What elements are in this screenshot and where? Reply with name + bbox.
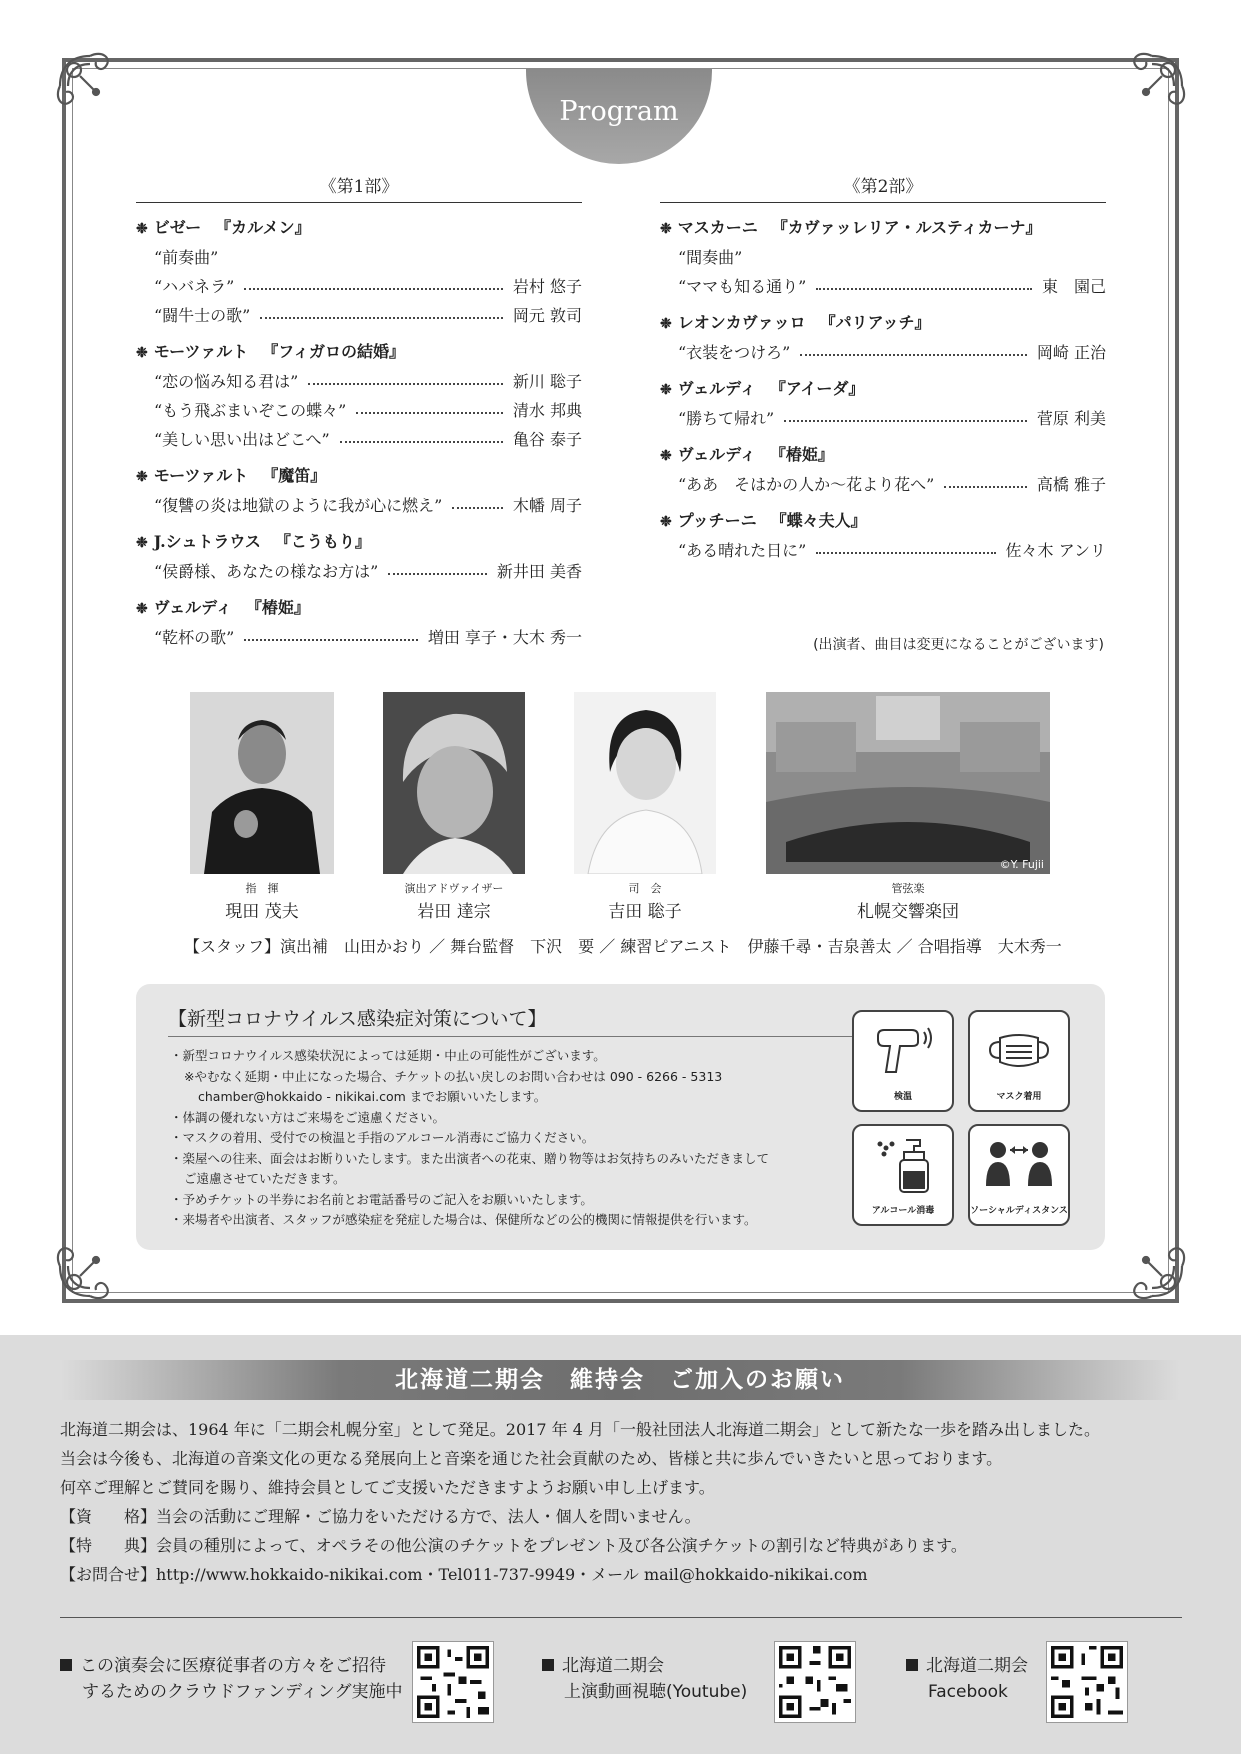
program-work: ❉ レオンカヴァッロ 『パリアッチ』 [660, 313, 931, 332]
sanitizer-icon [870, 1136, 936, 1194]
photo-credit: ©Y. Fujii [999, 858, 1044, 871]
social-distance-card: ソーシャルディスタンス [968, 1124, 1070, 1226]
program-aria: “前奏曲” [154, 248, 219, 267]
program-work: ❉ ヴェルディ 『アイーダ』 [660, 379, 865, 398]
program-aria: “ある晴れた日に” 佐々木 アンリ [678, 541, 1106, 560]
footer-rule [60, 1617, 1182, 1618]
program-aria: “復讐の炎は地獄のように我が心に燃え” 木幡 周子 [154, 496, 582, 515]
part1-heading: 《第1部》 [319, 177, 399, 197]
caption-orchestra: 管弦楽 札幌交響楽団 [857, 882, 959, 922]
ornament-corner-icon [50, 1224, 132, 1306]
program-work: ❉ J.シュトラウス 『こうもり』 [136, 532, 371, 551]
membership-banner: 北海道二期会 維持会 ご加入のお願い [60, 1360, 1180, 1400]
program-aria: “ハバネラ” 岩村 悠子 [154, 277, 582, 296]
staff-list: 【スタッフ】演出補 山田かおり ／ 舞台監督 下沢 要 ／ 練習ピアニスト 伊藤千尋・吉泉善太 ／ 合唱指導 大木秀一 [184, 937, 1062, 956]
membership-text: 北海道二期会は、1964 年に「二期会札幌分室」として発足。2017 年 4 月「一般社団法人北海道二期会」として新たな一歩を踏み出しました。 当会は今後も、北海道の音楽文化の更なる発展向上と音楽を通じた社会貢献のため、皆様と共に歩んでいきたいと思っております。 何卒ご理解とご賛同を賜り、維持会員としてご支援いただきますようお願い申し上げます。 【資 格】当会の活動にご理解・ご協力をいただける方で、法人・個人を問いません。 【特 典】会員の種別によって、オペラその他公演のチケットをプレゼント及び各公演チケットの割引など特典があります。 【お問合せ】http://www.hokkaido-nikikai.com・Tel011-737-9949・メール mail@hokkaido-nikikai.com [60, 1420, 1100, 1584]
membership-section [0, 1335, 1241, 1754]
alcohol-sanitizer-card: アルコール消毒 [852, 1124, 954, 1226]
crowdfunding-qr-code[interactable] [412, 1641, 494, 1723]
ornament-corner-icon [1110, 46, 1192, 128]
program-aria: “侯爵様、あなたの様なお方は” 新井田 美香 [154, 562, 582, 581]
program-aria: “ああ そはかの人か〜花より花へ” 高橋 雅子 [678, 475, 1106, 494]
covid-title-rule [168, 1036, 862, 1037]
crowdfunding-info: この演奏会に医療従事者の方々をご招待 するためのクラウドファンディング実施中 [60, 1653, 402, 1705]
program-aria: “ママも知る通り” 東 園己 [678, 277, 1106, 296]
facebook-info: 北海道二期会 Facebook [906, 1653, 1028, 1705]
program-work: ❉ モーツァルト 『フィガロの結婚』 [136, 342, 406, 361]
distance-icon [986, 1136, 1052, 1194]
mask-card: マスク着用 [968, 1010, 1070, 1112]
program-aria: “恋の悩み知る君は” 新川 聡子 [154, 372, 582, 391]
program-work: ❉ ヴェルディ 『椿姫』 [660, 445, 834, 464]
ornament-corner-icon [50, 46, 132, 128]
program-aria: “乾杯の歌” 増田 享子・大木 秀一 [154, 628, 582, 647]
ornament-corner-icon [1110, 1224, 1192, 1306]
youtube-info: 北海道二期会 上演動画視聴(Youtube) [542, 1653, 747, 1705]
program-aria: “美しい思い出はどこへ” 亀谷 泰子 [154, 430, 582, 449]
program-aria: “もう飛ぶまいぞこの蝶々” 清水 邦典 [154, 401, 582, 420]
part2-heading: 《第2部》 [843, 177, 923, 197]
program-aria: “闘牛士の歌” 岡元 敦司 [154, 306, 582, 325]
program-work: ❉ モーツァルト 『魔笛』 [136, 466, 327, 485]
caption-emcee: 司 会 吉田 聡子 [608, 882, 682, 922]
orchestra-photo [766, 692, 1050, 874]
part1-program [136, 212, 582, 652]
caption-director-advisor: 演出アドヴァイザー 岩田 達宗 [404, 882, 504, 922]
emcee-photo [574, 692, 716, 874]
part2-program [660, 212, 1106, 565]
facebook-qr-code[interactable] [1046, 1641, 1128, 1723]
program-work: ❉ ビゼー 『カルメン』 [136, 218, 311, 237]
part1-rule [136, 202, 582, 203]
part2-rule [660, 202, 1106, 203]
program-work: ❉ ヴェルディ 『椿姫』 [136, 598, 310, 617]
program-work: ❉ マスカーニ 『カヴァッレリア・ルスティカーナ』 [660, 218, 1042, 237]
caption-conductor: 指 揮 現田 茂夫 [225, 882, 299, 922]
program-aria: “勝ちて帰れ” 菅原 利美 [678, 409, 1106, 428]
program-aria: “間奏曲” [678, 248, 743, 267]
youtube-qr-code[interactable] [774, 1641, 856, 1723]
conductor-photo [190, 692, 334, 874]
covid-title: 【新型コロナウイルス感染症対策について】 [168, 1008, 547, 1030]
program-work: ❉ プッチーニ 『蝶々夫人』 [660, 511, 867, 530]
director-advisor-photo [383, 692, 525, 874]
temperature-check-card: 検温 [852, 1010, 954, 1112]
program-aria: “衣装をつけろ” 岡崎 正治 [678, 343, 1106, 362]
covid-measures-box [136, 984, 1105, 1250]
mask-icon [986, 1022, 1052, 1080]
thermometer-icon [870, 1022, 936, 1080]
covid-list: ・新型コロナウイルス感染状況によっては延期・中止の可能性がございます。 ※やむなく延期・中止になった場合、チケットの払い戻しのお問い合わせは 090 - 6266 - 5313 chamber@hokkaido - nikikai.com までお願いいたします。 ・体調の優れない方はご来場をご遠慮ください。 ・マスクの着用、受付での検温と手指のアルコール消毒にご協力ください。 ・楽屋への往来、面会はお断りいたします。また出演者への花束、贈り物等はお気持ちのみいただきまして ご遠慮させていただきます。 ・予めチケットの半券にお名前とお電話番号のご記入をお願いいたします。 ・来場者や出演者、スタッフが感染症を発症した場合は、保健所などの公的機関に情報提供を行います。 [170, 1048, 770, 1227]
change-notice: (出演者、曲目は変更になることがございます) [813, 637, 1104, 653]
program-tab: Program [526, 68, 712, 164]
